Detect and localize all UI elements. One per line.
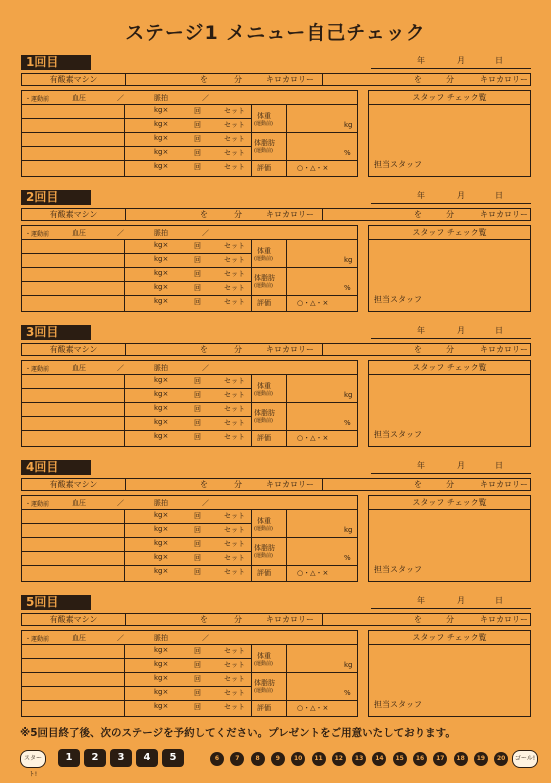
cardio-label: 有酸素マシン xyxy=(22,344,126,355)
staff-check-box xyxy=(368,90,531,177)
step-bubble: 2 xyxy=(84,749,106,767)
eval-options[interactable]: ○・△・× xyxy=(297,434,329,442)
wo-text: を xyxy=(200,210,208,219)
exercise-grid xyxy=(21,495,358,582)
wo-text: を xyxy=(200,75,208,84)
bp-label: 血圧 xyxy=(72,634,86,642)
min-unit: 分 xyxy=(446,210,454,219)
sets-unit: セット xyxy=(224,419,245,427)
sets-unit: セット xyxy=(224,703,245,711)
session-label: 3回目 xyxy=(21,325,91,340)
kg-unit: kg× xyxy=(154,511,169,519)
kcal-unit: キロカロリー xyxy=(266,480,314,489)
step-bubble: 5 xyxy=(162,749,184,767)
kg-label: kg xyxy=(344,391,353,399)
sets-unit: セット xyxy=(224,689,245,697)
reps-unit: 回 xyxy=(194,433,201,441)
date-field[interactable] xyxy=(371,68,531,69)
kg-unit: kg× xyxy=(154,567,169,575)
step-bubble: 1 xyxy=(58,749,80,767)
reps-unit: 回 xyxy=(194,647,201,655)
kg-unit: kg× xyxy=(154,432,169,440)
slash: ／ xyxy=(117,94,124,102)
sets-unit: セット xyxy=(224,242,245,250)
sets-unit: セット xyxy=(224,391,245,399)
reps-unit: 回 xyxy=(194,405,201,413)
weight-label: 体重 xyxy=(257,247,271,255)
eval-options[interactable]: ○・△・× xyxy=(297,704,329,712)
kg-unit: kg× xyxy=(154,283,169,291)
staff-check-box xyxy=(368,360,531,447)
year-label: 年 xyxy=(417,596,425,605)
step-bubble: 4 xyxy=(136,749,158,767)
sets-unit: セット xyxy=(224,661,245,669)
eval-options[interactable]: ○・△・× xyxy=(297,299,329,307)
sets-unit: セット xyxy=(224,526,245,534)
kg-label: kg xyxy=(344,526,353,534)
kg-unit: kg× xyxy=(154,646,169,654)
weight-sub-label: (運動前) xyxy=(254,661,273,667)
step-bubble: 13 xyxy=(352,752,366,766)
percent-label: % xyxy=(344,689,351,697)
sets-unit: セット xyxy=(224,121,245,129)
sets-unit: セット xyxy=(224,675,245,683)
percent-label: % xyxy=(344,284,351,292)
date-field[interactable] xyxy=(371,203,531,204)
before-label: ・運動前 xyxy=(25,366,50,373)
sets-unit: セット xyxy=(224,647,245,655)
eval-label: 評価 xyxy=(257,704,271,712)
day-label: 日 xyxy=(495,191,503,200)
sets-unit: セット xyxy=(224,568,245,576)
wo-text: を xyxy=(414,210,422,219)
kcal-unit: キロカロリー xyxy=(480,615,528,624)
month-label: 月 xyxy=(457,596,465,605)
date-field[interactable] xyxy=(371,338,531,339)
sets-unit: セット xyxy=(224,512,245,520)
kg-unit: kg× xyxy=(154,702,169,710)
kg-label: kg xyxy=(344,256,353,264)
step-bubble: 12 xyxy=(332,752,346,766)
sets-unit: セット xyxy=(224,433,245,441)
session-block xyxy=(21,325,531,450)
wo-text: を xyxy=(414,615,422,624)
weight-sub-label: (運動前) xyxy=(254,526,273,532)
eval-label: 評価 xyxy=(257,434,271,442)
year-label: 年 xyxy=(417,191,425,200)
eval-label: 評価 xyxy=(257,164,271,172)
sets-unit: セット xyxy=(224,554,245,562)
day-label: 日 xyxy=(495,56,503,65)
wo-text: を xyxy=(200,345,208,354)
kcal-unit: キロカロリー xyxy=(266,210,314,219)
sets-unit: セット xyxy=(224,298,245,306)
weight-sub-label: (運動前) xyxy=(254,391,273,397)
kcal-unit: キロカロリー xyxy=(480,345,528,354)
step-bubble: 11 xyxy=(312,752,326,766)
slash: ／ xyxy=(117,634,124,642)
body-fat-sub-label: (運動前) xyxy=(254,418,273,424)
min-unit: 分 xyxy=(446,480,454,489)
sets-unit: セット xyxy=(224,270,245,278)
sets-unit: セット xyxy=(224,149,245,157)
session-label: 1回目 xyxy=(21,55,91,70)
exercise-grid xyxy=(21,90,358,177)
before-label: ・運動前 xyxy=(25,96,50,103)
step-bubble: 20 xyxy=(494,752,508,766)
kcal-unit: キロカロリー xyxy=(480,75,528,84)
sets-unit: セット xyxy=(224,405,245,413)
kg-unit: kg× xyxy=(154,674,169,682)
session-block xyxy=(21,460,531,585)
eval-label: 評価 xyxy=(257,299,271,307)
body-fat-label: 体脂肪 xyxy=(254,139,275,147)
body-fat-label: 体脂肪 xyxy=(254,409,275,417)
kg-unit: kg× xyxy=(154,688,169,696)
reps-unit: 回 xyxy=(194,284,201,292)
session-label: 5回目 xyxy=(21,595,91,610)
min-unit: 分 xyxy=(234,345,242,354)
step-bubble: 9 xyxy=(271,752,285,766)
exercise-grid xyxy=(21,630,358,717)
sets-unit: セット xyxy=(224,107,245,115)
exercise-grid xyxy=(21,225,358,312)
exercise-grid xyxy=(21,360,358,447)
kg-unit: kg× xyxy=(154,134,169,142)
sets-unit: セット xyxy=(224,284,245,292)
session-block xyxy=(21,55,531,180)
step-bubble: 10 xyxy=(291,752,305,766)
slash: ／ xyxy=(202,634,209,642)
kg-unit: kg× xyxy=(154,418,169,426)
day-label: 日 xyxy=(495,461,503,470)
kg-unit: kg× xyxy=(154,269,169,277)
min-unit: 分 xyxy=(446,615,454,624)
before-label: ・運動前 xyxy=(25,231,50,238)
min-unit: 分 xyxy=(234,615,242,624)
wo-text: を xyxy=(414,75,422,84)
reps-unit: 回 xyxy=(194,526,201,534)
month-label: 月 xyxy=(457,461,465,470)
reps-unit: 回 xyxy=(194,149,201,157)
percent-label: % xyxy=(344,554,351,562)
bp-label: 血圧 xyxy=(72,94,86,102)
session-block xyxy=(21,595,531,720)
min-unit: 分 xyxy=(446,75,454,84)
month-label: 月 xyxy=(457,326,465,335)
step-bubble: 14 xyxy=(372,752,386,766)
cardio-label: 有酸素マシン xyxy=(22,479,126,490)
weight-label: 体重 xyxy=(257,382,271,390)
page-title: ステージ1 メニュー自己チェック xyxy=(125,22,426,44)
staff-check-header: スタッフ チェック覧 xyxy=(369,631,530,645)
reps-unit: 回 xyxy=(194,689,201,697)
staff-check-box xyxy=(368,630,531,717)
reps-unit: 回 xyxy=(194,391,201,399)
step-bubble: 8 xyxy=(251,752,265,766)
reps-unit: 回 xyxy=(194,377,201,385)
weight-label: 体重 xyxy=(257,652,271,660)
kg-unit: kg× xyxy=(154,390,169,398)
day-label: 日 xyxy=(495,326,503,335)
goal-marker: ゴール! xyxy=(512,750,538,768)
kg-unit: kg× xyxy=(154,120,169,128)
body-fat-sub-label: (運動前) xyxy=(254,688,273,694)
body-fat-label: 体脂肪 xyxy=(254,274,275,282)
reps-unit: 回 xyxy=(194,107,201,115)
reps-unit: 回 xyxy=(194,256,201,264)
kg-unit: kg× xyxy=(154,241,169,249)
min-unit: 分 xyxy=(234,480,242,489)
kcal-unit: キロカロリー xyxy=(480,480,528,489)
step-bubble: 19 xyxy=(474,752,488,766)
reps-unit: 回 xyxy=(194,298,201,306)
kg-unit: kg× xyxy=(154,525,169,533)
sets-unit: セット xyxy=(224,163,245,171)
staff-in-charge-label: 担当スタッフ xyxy=(374,430,422,439)
eval-options[interactable]: ○・△・× xyxy=(297,569,329,577)
kg-unit: kg× xyxy=(154,148,169,156)
sets-unit: セット xyxy=(224,540,245,548)
kg-unit: kg× xyxy=(154,297,169,305)
body-fat-sub-label: (運動前) xyxy=(254,283,273,289)
reps-unit: 回 xyxy=(194,540,201,548)
weight-label: 体重 xyxy=(257,112,271,120)
before-label: ・運動前 xyxy=(25,636,50,643)
body-fat-sub-label: (運動前) xyxy=(254,148,273,154)
staff-in-charge-label: 担当スタッフ xyxy=(374,700,422,709)
session-label: 4回目 xyxy=(21,460,91,475)
reps-unit: 回 xyxy=(194,270,201,278)
reps-unit: 回 xyxy=(194,135,201,143)
reps-unit: 回 xyxy=(194,121,201,129)
kg-unit: kg× xyxy=(154,106,169,114)
weight-label: 体重 xyxy=(257,517,271,525)
sets-unit: セット xyxy=(224,256,245,264)
month-label: 月 xyxy=(457,191,465,200)
cardio-label: 有酸素マシン xyxy=(22,614,126,625)
wo-text: を xyxy=(200,615,208,624)
pulse-label: 脈拍 xyxy=(154,634,168,642)
wo-text: を xyxy=(200,480,208,489)
staff-check-box xyxy=(368,225,531,312)
weight-sub-label: (運動前) xyxy=(254,121,273,127)
step-bubble: 6 xyxy=(210,752,224,766)
pulse-label: 脈拍 xyxy=(154,364,168,372)
min-unit: 分 xyxy=(234,210,242,219)
year-label: 年 xyxy=(417,56,425,65)
cardio-label: 有酸素マシン xyxy=(22,74,126,85)
eval-label: 評価 xyxy=(257,569,271,577)
step-bubble: 17 xyxy=(433,752,447,766)
reps-unit: 回 xyxy=(194,675,201,683)
step-bubble: 3 xyxy=(110,749,132,767)
reps-unit: 回 xyxy=(194,512,201,520)
start-marker: スタート! xyxy=(20,750,46,768)
day-label: 日 xyxy=(495,596,503,605)
slash: ／ xyxy=(202,229,209,237)
percent-label: % xyxy=(344,419,351,427)
bp-label: 血圧 xyxy=(72,229,86,237)
date-field[interactable] xyxy=(371,608,531,609)
kg-label: kg xyxy=(344,661,353,669)
slash: ／ xyxy=(202,499,209,507)
session-block xyxy=(21,190,531,315)
step-bubble: 18 xyxy=(454,752,468,766)
staff-check-header: スタッフ チェック覧 xyxy=(369,361,530,375)
percent-label: % xyxy=(344,149,351,157)
body-fat-label: 体脂肪 xyxy=(254,544,275,552)
year-label: 年 xyxy=(417,326,425,335)
step-bubble: 16 xyxy=(413,752,427,766)
kcal-unit: キロカロリー xyxy=(480,210,528,219)
bp-label: 血圧 xyxy=(72,364,86,372)
bp-label: 血圧 xyxy=(72,499,86,507)
kg-unit: kg× xyxy=(154,539,169,547)
min-unit: 分 xyxy=(446,345,454,354)
notice-text: ※5回目終了後、次のステージを予約してください。プレゼントをご用意いたしております。 xyxy=(20,727,456,739)
reps-unit: 回 xyxy=(194,242,201,250)
weight-sub-label: (運動前) xyxy=(254,256,273,262)
cardio-row xyxy=(21,343,531,356)
staff-in-charge-label: 担当スタッフ xyxy=(374,160,422,169)
kcal-unit: キロカロリー xyxy=(266,345,314,354)
slash: ／ xyxy=(202,364,209,372)
slash: ／ xyxy=(117,229,124,237)
kcal-unit: キロカロリー xyxy=(266,615,314,624)
reps-unit: 回 xyxy=(194,703,201,711)
reps-unit: 回 xyxy=(194,419,201,427)
kcal-unit: キロカロリー xyxy=(266,75,314,84)
slash: ／ xyxy=(202,94,209,102)
staff-in-charge-label: 担当スタッフ xyxy=(374,565,422,574)
pulse-label: 脈拍 xyxy=(154,94,168,102)
pulse-label: 脈拍 xyxy=(154,229,168,237)
stage-progress-track xyxy=(20,746,540,778)
sets-unit: セット xyxy=(224,377,245,385)
staff-check-header: スタッフ チェック覧 xyxy=(369,496,530,510)
reps-unit: 回 xyxy=(194,163,201,171)
kg-label: kg xyxy=(344,121,353,129)
reps-unit: 回 xyxy=(194,568,201,576)
staff-check-header: スタッフ チェック覧 xyxy=(369,226,530,240)
sets-unit: セット xyxy=(224,135,245,143)
slash: ／ xyxy=(117,364,124,372)
year-label: 年 xyxy=(417,461,425,470)
wo-text: を xyxy=(414,480,422,489)
cardio-label: 有酸素マシン xyxy=(22,209,126,220)
reps-unit: 回 xyxy=(194,661,201,669)
body-fat-sub-label: (運動前) xyxy=(254,553,273,559)
kg-unit: kg× xyxy=(154,660,169,668)
kg-unit: kg× xyxy=(154,255,169,263)
cardio-row xyxy=(21,478,531,491)
min-unit: 分 xyxy=(234,75,242,84)
body-fat-label: 体脂肪 xyxy=(254,679,275,687)
cardio-row xyxy=(21,208,531,221)
step-bubble: 7 xyxy=(230,752,244,766)
eval-options[interactable]: ○・△・× xyxy=(297,164,329,172)
cardio-row xyxy=(21,613,531,626)
staff-in-charge-label: 担当スタッフ xyxy=(374,295,422,304)
kg-unit: kg× xyxy=(154,162,169,170)
pulse-label: 脈拍 xyxy=(154,499,168,507)
date-field[interactable] xyxy=(371,473,531,474)
wo-text: を xyxy=(414,345,422,354)
cardio-row xyxy=(21,73,531,86)
kg-unit: kg× xyxy=(154,404,169,412)
month-label: 月 xyxy=(457,56,465,65)
session-label: 2回目 xyxy=(21,190,91,205)
step-bubble: 15 xyxy=(393,752,407,766)
before-label: ・運動前 xyxy=(25,501,50,508)
kg-unit: kg× xyxy=(154,553,169,561)
slash: ／ xyxy=(117,499,124,507)
staff-check-box xyxy=(368,495,531,582)
reps-unit: 回 xyxy=(194,554,201,562)
kg-unit: kg× xyxy=(154,376,169,384)
staff-check-header: スタッフ チェック覧 xyxy=(369,91,530,105)
